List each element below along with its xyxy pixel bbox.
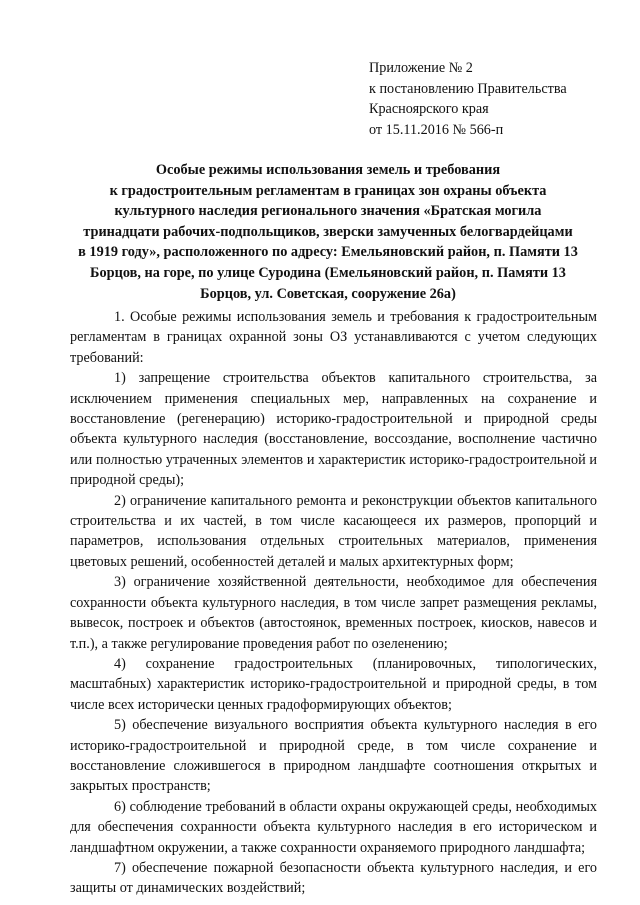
requirement-item-2: 2) ограничение капитального ремонта и реконструкции объектов капитального строительства и их частей, в том числе касающееся их размеров, пропорций и параметров, использования отдельных строительных материалов, применения цветовых решений, особенностей деталей и малых архитектурных форм;: [70, 492, 597, 570]
title-line: Особые режимы использования земель и требования: [155, 162, 501, 178]
appendix-header: [369, 58, 567, 140]
document-body: [70, 307, 597, 899]
appendix-region: Красноярского края: [369, 101, 489, 117]
title-line: Борцов, ул. Советская, сооружение 26а): [200, 285, 456, 302]
intro-paragraph: 1. Особые режимы использования земель и требования к градостроительным регламентам в границах охранной зоны ОЗ устанавливаются с учетом следующих требований:: [70, 309, 597, 366]
title-line: в 1919 году», расположенного по адресу: Емельяновский район, п. Памяти 13: [78, 244, 578, 261]
appendix-date: от 15.11.2016 № 566-п: [369, 121, 504, 138]
requirement-item-4: 4) сохранение градостроительных (планировочных, типологических, масштабных) характеристик историко-градостроительной и природной среды, в том числе всех исторически ценных градоформирующих объектов;: [70, 655, 597, 713]
appendix-reference: к постановлению Правительства: [369, 80, 567, 97]
requirement-item-6: 6) соблюдение требований в области охраны окружающей среды, необходимых для обеспечения сохранности объекта культурного наследия в его историческом и ландшафтном окружении, а также сохранности охраняемого природного ландшафта;: [70, 798, 597, 856]
title-line: тринадцати рабочих-подпольщиков, зверски замученных белогвардейцами: [83, 223, 573, 240]
title-line: Борцов, на горе, по улице Суродина (Емельяновский район, п. Памяти 13: [90, 264, 566, 281]
requirement-item-5: 5) обеспечение визуального восприятия объекта культурного наследия в его историко-градостроительной и природной среде, в том числе сохранение и восстановление сложившегося в природном ландшафте соотношения открытых и закрытых пространств;: [70, 717, 597, 795]
document-title: [60, 160, 596, 304]
requirement-item-1: 1) запрещение строительства объектов капитального строительства, за исключением применения специальных мер, направленных на сохранение и восстановление (регенерацию) историко-градостроительной и природной среды объекта культурного наследия (восстановление, воссоздание, восполнение частично или полностью утраченных элементов и характеристик историко-градостроительной и природной среды);: [70, 370, 597, 489]
appendix-number: Приложение № 2: [369, 60, 473, 76]
requirement-item-7: 7) обеспечение пожарной безопасности объекта культурного наследия, и его защиты от динамических воздействий;: [70, 859, 597, 897]
title-line: культурного наследия регионального значения «Братская могила: [114, 203, 542, 220]
title-line: к градостроительным регламентам в границах зон охраны объекта: [109, 182, 547, 199]
requirement-item-3: 3) ограничение хозяйственной деятельности, необходимое для обеспечения сохранности объекта культурного наследия, в том числе запрет размещения рекламы, вывесок, построек и объектов (автостоянок, временных построек, киосков, навесов и т.п.), а также регулирование проведения работ по озеленению;: [70, 574, 597, 652]
